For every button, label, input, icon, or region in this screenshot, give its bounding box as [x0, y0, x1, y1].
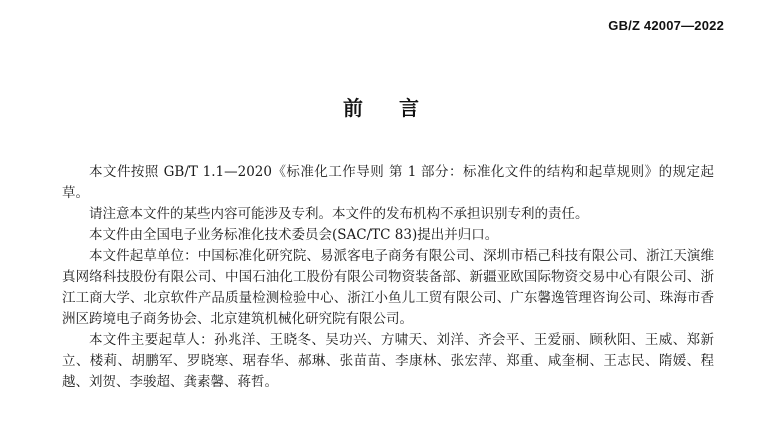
paragraph-patent-notice: 请注意本文件的某些内容可能涉及专利。本文件的发布机构不承担识别专利的责任。 — [89, 206, 589, 222]
paragraph-proposer: 本文件由全国电子业务标准化技术委员会(SAC/TC 83)提出并归口。 — [89, 227, 499, 243]
document-body — [62, 162, 714, 393]
paragraph-drafting-units: 本文件起草单位：中国标准化研究院、易派客电子商务有限公司、深圳市梧己科技有限公司、浙江天演维真网络科技股份有限公司、中国石油化工股份有限公司物资装备部、新疆亚欧国际物资交易中心有限公司、浙江工商大学、北京软件产品质量检测检验中心、浙江小鱼儿工贸有限公司、广东馨逸管理咨询公司、珠海市香洲区跨境电子商务协会、北京建筑机械化研究院有限公司。 — [62, 248, 714, 327]
paragraph-drafting-rules: 本文件按照 GB/T 1.1—2020《标准化工作导则 第 1 部分：标准化文件的结构和起草规则》的规定起草。 — [62, 164, 714, 201]
paragraph-drafters: 本文件主要起草人：孙兆洋、王晓冬、吴功兴、方啸天、刘洋、齐会平、王爱丽、顾秋阳、王威、郑新立、楼莉、胡鹏军、罗晓寒、琚春华、郝琳、张苗苗、李康林、张宏萍、郑重、咸奎桐、王志民、隋媛、程越、刘贺、李骏超、龚素馨、蒋哲。 — [62, 332, 714, 390]
standard-code: GB/Z 42007—2022 — [608, 18, 724, 33]
section-title: 前言 — [343, 96, 455, 120]
